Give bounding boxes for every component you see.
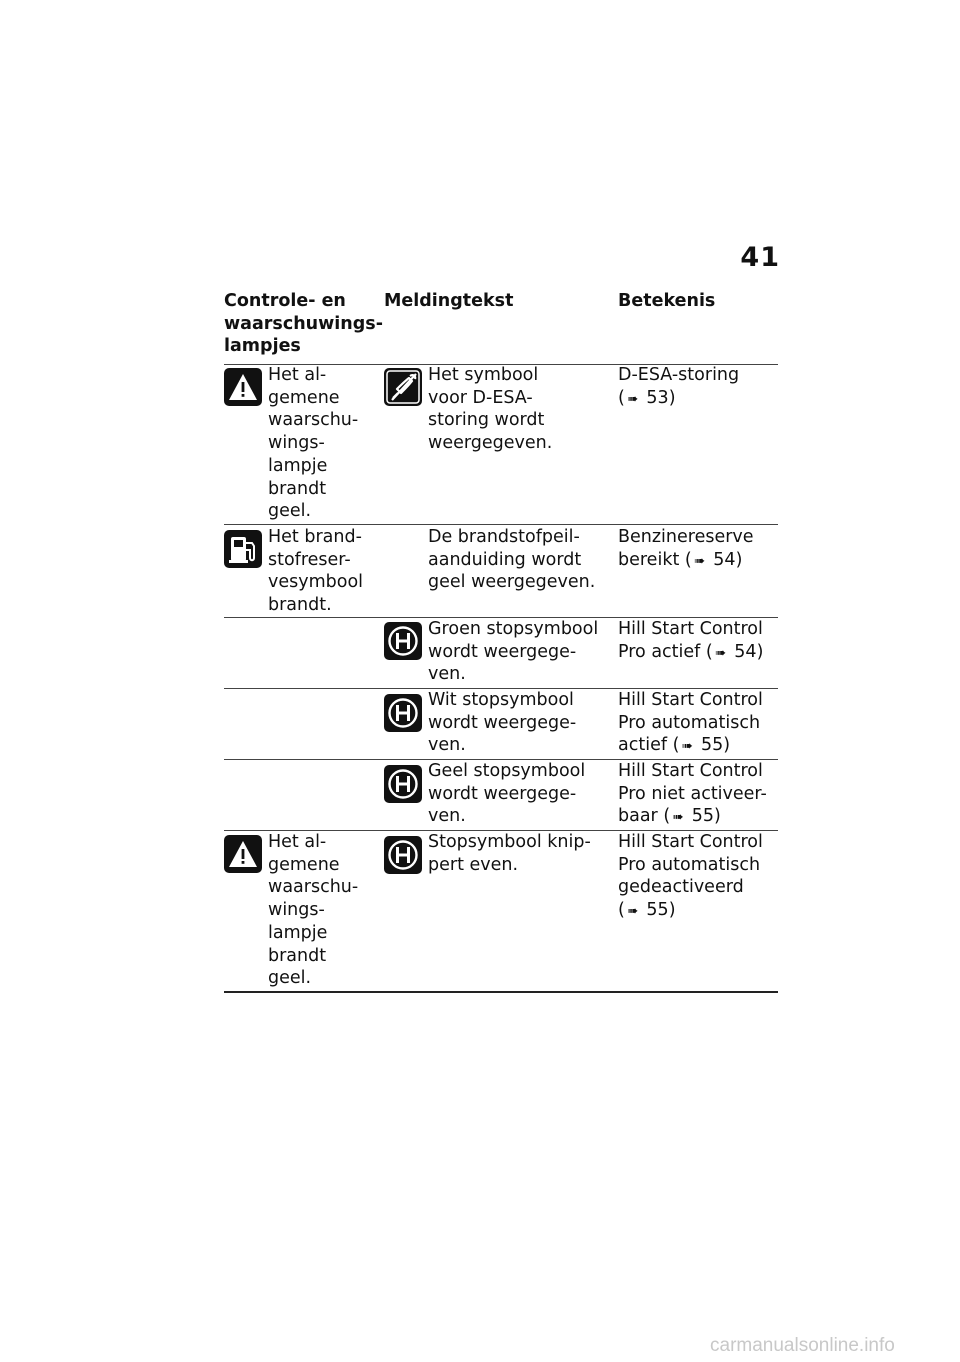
column-header-meaning: Betekenis — [618, 291, 716, 311]
message-text: Stopsymbool knip- pert even. — [428, 832, 591, 875]
page-ref-arrow-icon: ➠ — [627, 904, 639, 920]
page-reference-link[interactable]: 53 — [646, 387, 669, 408]
watermark-text: carmanualsonline.info — [710, 1335, 895, 1356]
message-text: Het symbool voor D-ESA- storing wordt weergegeven. — [428, 365, 553, 454]
page-ref-arrow-icon: ➠ — [681, 739, 693, 755]
lamp-description: Het al- gemene waarschu- wings- lampje brandt geel. — [268, 365, 359, 522]
meaning-text: Hill Start Control Pro niet activeer- baar ( ➠ 55) — [618, 760, 778, 830]
page-reference-link[interactable]: 55 — [700, 735, 724, 756]
hill-start-icon — [384, 694, 422, 732]
hill-start-icon — [384, 836, 422, 874]
warning-triangle-icon — [224, 835, 262, 873]
meaning-text: D-ESA-storing ( ➠ 53) — [618, 364, 778, 411]
table-bottom-rule — [224, 991, 778, 993]
message-text: Wit stopsymbool wordt weergege- ven. — [428, 690, 577, 756]
meaning-text: Hill Start Control Pro automatisch actief ( ➠ 55) — [618, 689, 778, 759]
page-reference-link[interactable]: 54 — [734, 641, 757, 662]
page-ref-arrow-icon: ➠ — [627, 391, 639, 407]
lamp-description: Het brand- stofreser- vesymbool brandt. — [268, 527, 364, 616]
page-reference-link[interactable]: 54 — [713, 549, 736, 570]
page-ref-arrow-icon: ➠ — [715, 645, 727, 661]
desa-fault-icon — [384, 368, 422, 406]
hill-start-icon — [384, 765, 422, 803]
message-text: Geel stopsymbool wordt weergege- ven. — [428, 761, 586, 827]
page-reference-link[interactable]: 55 — [646, 900, 669, 921]
page-ref-arrow-icon: ➠ — [672, 810, 684, 826]
table-divider — [224, 524, 778, 525]
meaning-text: Benzinereserve bereikt ( ➠ 54) — [618, 526, 778, 573]
page-ref-arrow-icon: ➠ — [694, 553, 706, 569]
meaning-text: Hill Start Control Pro actief ( ➠ 54) — [618, 618, 778, 665]
hill-start-icon — [384, 622, 422, 660]
warning-triangle-icon — [224, 368, 262, 406]
lamp-description: Het al- gemene waarschu- wings- lampje brandt geel. — [268, 832, 359, 989]
meaning-text: Hill Start Control Pro automatisch gedeactiveerd ( ➠ 55) — [618, 831, 778, 924]
page-number: 41 — [740, 242, 780, 273]
message-text: De brandstofpeil- aanduiding wordt geel weergegeven. — [428, 527, 596, 593]
column-header-lamps: Controle- en waarschuwings- lampjes — [224, 291, 383, 357]
column-header-message: Meldingtekst — [384, 291, 514, 311]
message-text: Groen stopsymbool wordt weergege- ven. — [428, 619, 599, 685]
page-reference-link[interactable]: 55 — [691, 806, 715, 827]
fuel-pump-icon — [224, 530, 262, 568]
